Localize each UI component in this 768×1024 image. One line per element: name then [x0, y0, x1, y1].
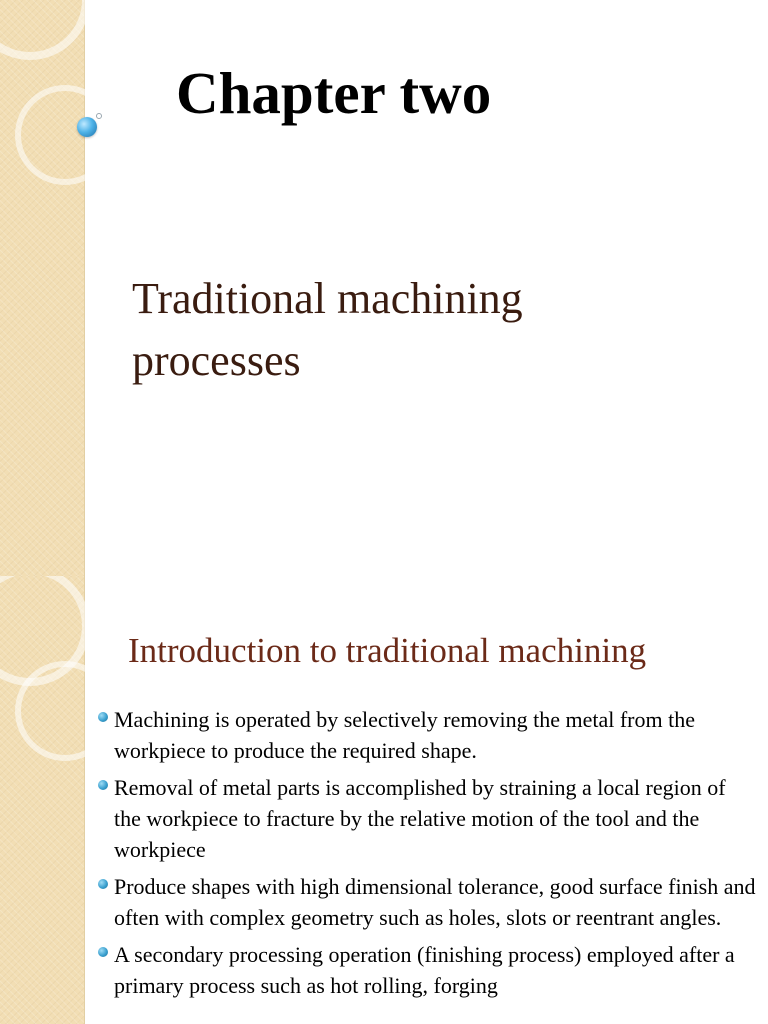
decorative-ring-icon: [15, 85, 115, 185]
bullet-item: [96, 939, 756, 1001]
chapter-title: Chapter two: [176, 60, 492, 126]
bullet-icon: [98, 879, 108, 889]
bullet-icon: [98, 780, 108, 790]
bullet-icon: [98, 712, 108, 722]
bullet-text: Removal of metal parts is accomplished by straining a local region of the workpiece to fracture by the relative motion of the tool and the workpiece: [114, 775, 726, 862]
bullet-list: [96, 704, 756, 1007]
slide-subtitle: Traditional machining processes: [132, 274, 523, 385]
section-heading: Introduction to traditional machining: [128, 631, 647, 670]
decorative-ring-icon: [0, 0, 90, 60]
bullet-text: Produce shapes with high dimensional tolerance, good surface finish and often with complex geometry such as holes, slots or reentrant angles.: [114, 874, 756, 930]
bullet-icon: [98, 947, 108, 957]
content-slide: [0, 576, 768, 1024]
small-circle-icon: [96, 113, 102, 119]
bullet-item: [96, 871, 756, 933]
decorative-strip: [0, 0, 85, 576]
decorative-strip: [0, 576, 85, 1024]
bullet-item: [96, 704, 756, 766]
blue-orb-icon: [77, 117, 97, 137]
bullet-text: A secondary processing operation (finishing process) employed after a primary process such as hot rolling, forging: [114, 942, 735, 998]
bullet-text: Machining is operated by selectively removing the metal from the workpiece to produce the required shape.: [114, 707, 695, 763]
bullet-item: [96, 772, 756, 865]
